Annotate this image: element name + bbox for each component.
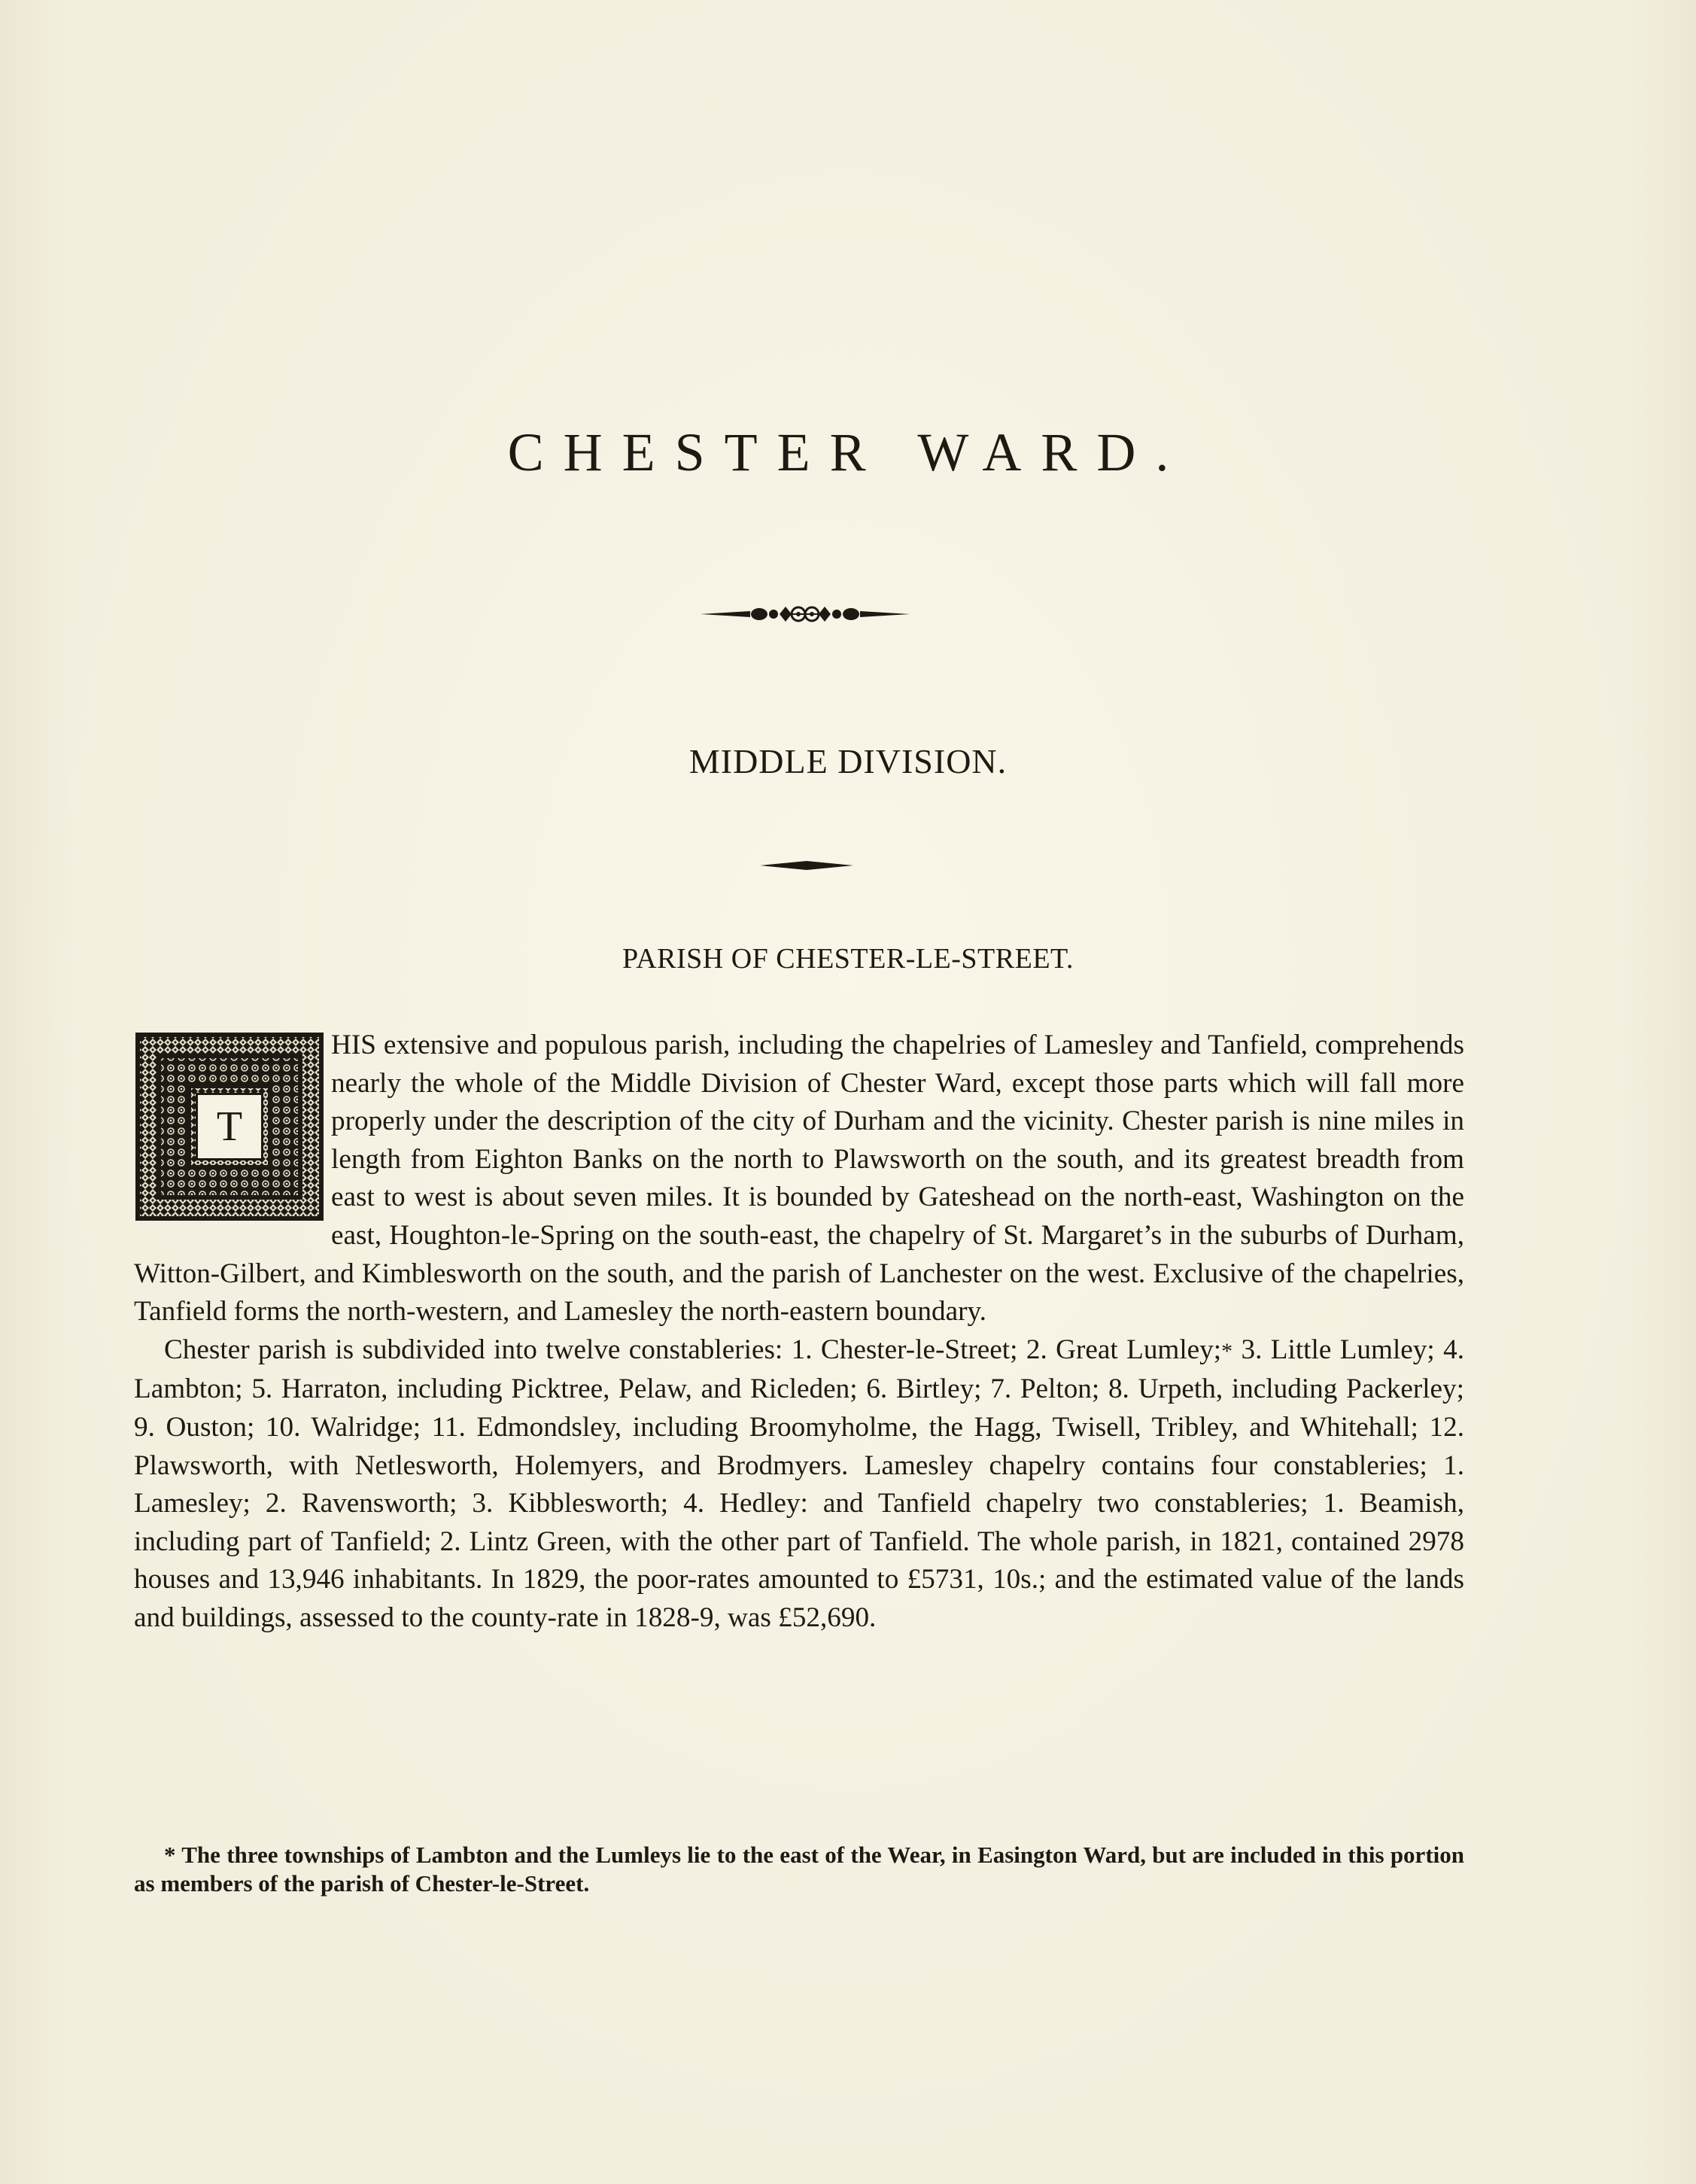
body-text — [134, 1027, 1464, 1638]
short-rule — [760, 859, 853, 871]
paragraph-1: HIS extensive and populous parish, including the chapelries of Lamesley and Tanfield, comprehends nearly the whole of the Middle Division of Chester Ward, except those parts which will fall more properly under the description of the city of Durham and the vicinity. Chester parish is nine miles in length from Eighton Banks on the north to Plawsworth on the south, and its greatest breadth from east to west is about seven miles. It is bounded by Gateshead on the north-east, Washington on the east, Houghton-le-Spring on the south-east, the chapelry of St. Margaret’s in the suburbs of Durham, Witton-Gilbert, and Kimblesworth on the south, and the parish of Lanchester on the west. Exclusive of the chapelries, Tanfield forms the north-western, and Lamesley the north-eastern boundary. — [134, 1030, 1464, 1328]
footnote-marker: * — [1221, 1338, 1233, 1364]
paragraph-2 — [134, 1331, 1464, 1638]
ornament-divider — [698, 596, 913, 632]
page-title: CHESTER WARD. — [507, 422, 1189, 482]
parish-heading: PARISH OF CHESTER-LE-STREET. — [622, 943, 1074, 975]
paragraph-2-start: Chester parish is subdivided into twelve constableries: 1. Chester-le-Street; 2. Great Lumley; — [164, 1334, 1222, 1365]
initial-letter: T — [196, 1093, 263, 1160]
footnote: * The three townships of Lambton and the Lumleys lie to the east of the Wear, in Easington Ward, but are included in this portion as members of the parish of Chester-le-Street. — [134, 1842, 1464, 1897]
initial-space — [134, 1027, 331, 1247]
section-subtitle: MIDDLE DIVISION. — [688, 742, 1008, 780]
paragraph-2-end: 3. Little Lumley; 4. Lambton; 5. Harraton, including Picktree, Pelaw, and Ricleden; 6. Birtley; 7. Pelton; 8. Urpeth, including Packerley; 9. Ouston; 10. Walridge; 11. Edmondsley, including Broomyholme, the Hagg, Twisell, Tribley, and Whitehall; 12. Plawsworth, with Netlesworth, Holemyers, and Brodmyers. Lamesley chapelry contains four constableries; 1. Lamesley; 2. Ravensworth; 3. Kibblesworth; 4. Hedley: and Tanfield chapelry two constableries; 1. Beamish, including part of Tanfield; 2. Lintz Green, with the other part of Tanfield. The whole parish, in 1821, contained 2978 houses and 13,946 inhabitants. In 1829, the poor-rates amounted to £5731, 10s.; and the estimated value of the lands and buildings, assessed to the county-rate in 1828-9, was £52,690. — [134, 1334, 1464, 1633]
